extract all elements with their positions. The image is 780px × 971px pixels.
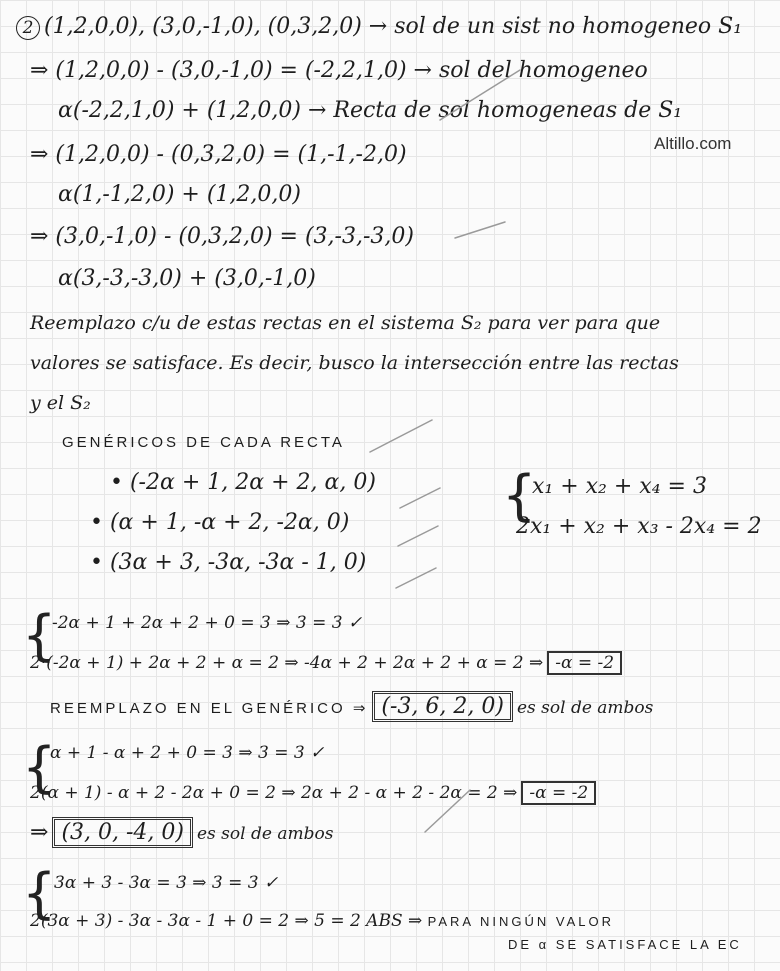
eq2-line-a: α + 1 - α + 2 + 0 = 3 ⇒ 3 = 3 ✓ — [50, 743, 325, 763]
line-7: α(3,-3,-3,0) + (3,0,-1,0) — [58, 266, 316, 291]
line-4: ⇒ (1,2,0,0) - (0,3,2,0) = (1,-1,-2,0) — [30, 142, 407, 167]
eq3-conclusion-cont: DE α SE SATISFACE LA EC — [508, 937, 742, 952]
system-brace: { — [502, 464, 537, 527]
problem-number: 2 — [16, 16, 40, 40]
solution-2-tail: es sol de ambos — [196, 824, 334, 844]
replace-label: REEMPLAZO EN EL GENÉRICO ⇒ — [50, 700, 369, 717]
eq3-line-b: 2(3α + 3) - 3α - 3α - 1 + 0 = 2 ⇒ 5 = 2 ABS ⇒ PARA NINGÚN VALOR — [30, 911, 614, 931]
paragraph-line-2: valores se satisface. Es decir, busco la intersección entre las rectas — [30, 352, 679, 374]
line-5: α(1,-1,2,0) + (1,2,0,0) — [58, 182, 301, 207]
line-3: α(-2,2,1,0) + (1,2,0,0) → Recta de sol homogeneas de S₁ — [58, 98, 683, 123]
tick-mark — [400, 488, 440, 508]
watermark: Altillo.com — [654, 134, 732, 153]
tick-mark — [398, 526, 438, 546]
solution-2-box: (3, 0, -4, 0) — [52, 817, 193, 848]
eq2-line-b: 2(α + 1) - α + 2 - 2α + 0 = 2 ⇒ 2α + 2 - α + 2 - 2α = 2 ⇒ -α = -2 — [30, 780, 600, 806]
eq1-line-a: -2α + 1 + 2α + 2 + 0 = 3 ⇒ 3 = 3 ✓ — [52, 613, 363, 633]
eq2-result-box: -α = -2 — [521, 781, 596, 805]
line-6: ⇒ (3,0,-1,0) - (0,3,2,0) = (3,-3,-3,0) — [30, 224, 414, 249]
tick-mark — [370, 420, 432, 452]
solution-1-box: (-3, 6, 2, 0) — [372, 691, 513, 722]
system-eq-2: 2x₁ + x₂ + x₃ - 2x₄ = 2 — [516, 514, 762, 539]
generic-line-3: • (3α + 3, -3α, -3α - 1, 0) — [90, 550, 367, 575]
brace-1: { — [22, 604, 57, 667]
paragraph-line-3: y el S₂ — [30, 392, 91, 414]
generic-line-1: • (-2α + 1, 2α + 2, α, 0) — [110, 470, 376, 495]
eq3-line-a: 3α + 3 - 3α = 3 ⇒ 3 = 3 ✓ — [54, 873, 279, 893]
tick-mark — [455, 222, 505, 238]
solution-2-line: ⇒ (3, 0, -4, 0) es sol de ambos — [30, 820, 333, 847]
brace-2: { — [22, 736, 57, 799]
replace-line — [50, 694, 653, 722]
paragraph-line-1: Reemplazo c/u de estas rectas en el sistema S₂ para ver para que — [30, 312, 661, 334]
eq1-line-b: 2·(-2α + 1) + 2α + 2 + α = 2 ⇒ -4α + 2 + 2α + 2 + α = 2 ⇒ -α = -2 — [30, 650, 626, 676]
brace-3: { — [22, 862, 57, 925]
eq3-conclusion: PARA NINGÚN VALOR — [427, 914, 614, 929]
eq1-result-box: -α = -2 — [547, 651, 622, 675]
generic-title: GENÉRICOS DE CADA RECTA — [62, 434, 345, 451]
generic-line-2: • (α + 1, -α + 2, -2α, 0) — [90, 510, 350, 535]
line-1: 2 (1,2,0,0), (3,0,-1,0), (0,3,2,0) → sol de un sist no homogeneo S₁ — [16, 14, 742, 40]
tick-mark — [396, 568, 436, 588]
replace-tail: es sol de ambos — [516, 698, 654, 718]
line-2: ⇒ (1,2,0,0) - (3,0,-1,0) = (-2,2,1,0) → sol del homogeneo — [30, 58, 648, 83]
system-eq-1: x₁ + x₂ + x₄ = 3 — [532, 474, 707, 499]
